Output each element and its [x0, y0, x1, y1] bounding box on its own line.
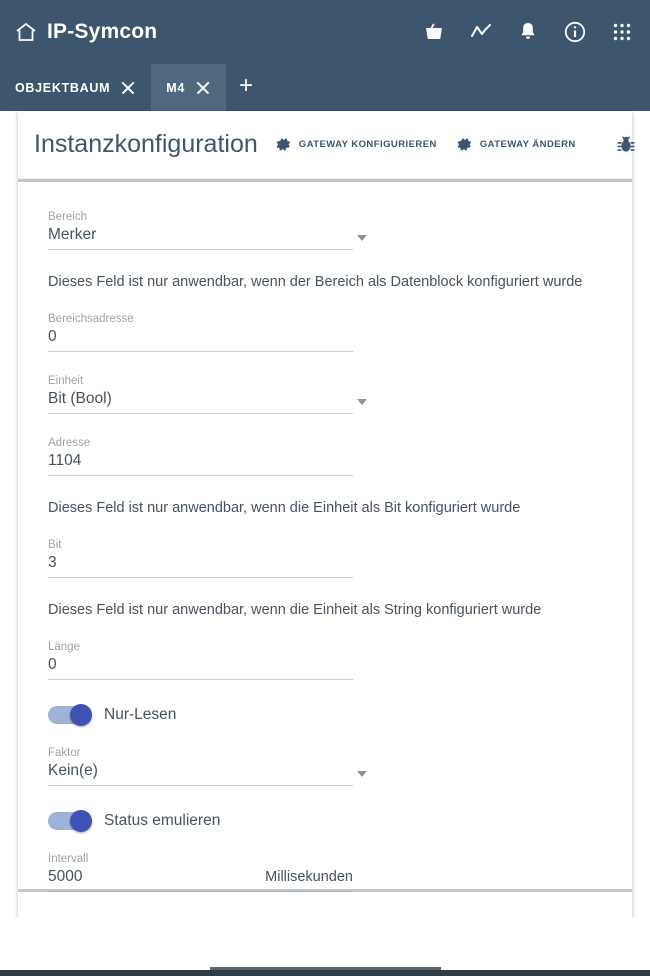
tab-strip: [0, 64, 650, 111]
toggle-row-status-emulieren[interactable]: [48, 812, 632, 830]
toggle-knob: [70, 704, 92, 726]
select-faktor[interactable]: [48, 762, 353, 786]
field-intervall[interactable]: [48, 852, 353, 892]
toggle-label: Nur-Lesen: [104, 706, 177, 723]
field-label: Adresse: [48, 437, 91, 449]
field-value: Merker: [48, 226, 97, 243]
field-label: Bereich: [48, 211, 87, 223]
tab-objektbaum[interactable]: [0, 64, 151, 111]
home-icon: [14, 20, 38, 44]
field-bereich[interactable]: [48, 210, 353, 250]
shopping-basket-icon[interactable]: [422, 20, 446, 44]
field-laenge[interactable]: [48, 640, 353, 680]
hint-datenblock: Dieses Feld ist nur anwendbar, wenn der Bereich als Datenblock konfiguriert wurde: [48, 274, 583, 290]
field-bit[interactable]: [48, 538, 353, 578]
configure-gateway-label: GATEWAY KONFIGURIEREN: [298, 139, 437, 150]
field-label: Länge: [48, 641, 80, 653]
field-value: Bit (Bool): [48, 390, 112, 407]
change-gateway-button[interactable]: [455, 135, 576, 154]
tab-label: M4: [166, 80, 185, 95]
info-circle-icon[interactable]: [563, 20, 587, 44]
panel-header: [18, 111, 632, 179]
gear-icon: [455, 135, 474, 154]
field-value: 1104: [48, 452, 82, 469]
configuration-form: [18, 182, 632, 910]
instance-configuration-panel: [18, 111, 632, 918]
gear-icon: [274, 135, 293, 154]
hint-string: Dieses Feld ist nur anwendbar, wenn die Einheit als String konfiguriert wurde: [48, 602, 542, 618]
close-icon[interactable]: [195, 80, 211, 96]
page-title: Instanzkonfiguration: [34, 130, 258, 158]
chevron-down-icon[interactable]: [357, 235, 367, 241]
input-adresse[interactable]: [48, 452, 353, 476]
input-laenge[interactable]: [48, 656, 353, 680]
toggle-row-nur-lesen[interactable]: [48, 706, 632, 724]
spacer: [18, 830, 632, 852]
chevron-down-icon[interactable]: [357, 399, 367, 405]
bug-icon[interactable]: [614, 133, 638, 157]
field-label: Bit: [48, 539, 62, 551]
close-icon[interactable]: [120, 80, 136, 96]
apps-grid-icon[interactable]: [610, 20, 634, 44]
top-bar: [0, 0, 650, 64]
toggle-knob: [70, 810, 92, 832]
field-label: Einheit: [48, 375, 84, 387]
configure-gateway-button[interactable]: [274, 135, 437, 154]
toggle-label: Status emulieren: [104, 812, 221, 829]
field-value: 3: [48, 554, 57, 571]
input-bit[interactable]: [48, 554, 353, 578]
spacer: [18, 724, 632, 746]
bottom-edge-bar: [0, 970, 650, 976]
tab-m4[interactable]: [151, 64, 226, 111]
tab-label: OBJEKTBAUM: [15, 80, 111, 95]
field-value: 0: [48, 328, 57, 345]
field-bereichsadresse[interactable]: [48, 312, 353, 352]
field-value: Kein(e): [48, 762, 98, 779]
brand-logo[interactable]: [14, 20, 157, 44]
toggle-status-emulieren[interactable]: [48, 812, 90, 830]
field-label: Faktor: [48, 747, 81, 759]
spacer: [18, 352, 632, 374]
toggle-nur-lesen[interactable]: [48, 706, 90, 724]
field-suffix: Millisekunden: [265, 869, 353, 885]
spacer: [18, 414, 632, 436]
select-einheit[interactable]: [48, 390, 353, 414]
field-label: Bereichsadresse: [48, 313, 134, 325]
add-tab-button[interactable]: +: [238, 72, 253, 99]
change-gateway-label: GATEWAY ÄNDERN: [479, 139, 576, 150]
input-bereichsadresse[interactable]: [48, 328, 353, 352]
field-faktor[interactable]: [48, 746, 353, 786]
chevron-down-icon[interactable]: [357, 771, 367, 777]
footer-rule: [18, 889, 632, 892]
field-adresse[interactable]: [48, 436, 353, 476]
field-label: Intervall: [48, 853, 89, 865]
field-einheit[interactable]: [48, 374, 353, 414]
field-value: 5000: [48, 868, 83, 885]
select-bereich[interactable]: [48, 226, 353, 250]
bell-icon[interactable]: [516, 20, 540, 44]
hint-bit: Dieses Feld ist nur anwendbar, wenn die Einheit als Bit konfiguriert wurde: [48, 500, 521, 516]
activity-chart-icon[interactable]: [469, 20, 493, 44]
brand-title: IP-Symcon: [47, 20, 158, 43]
top-bar-icons: [422, 0, 634, 64]
field-value: 0: [48, 656, 57, 673]
